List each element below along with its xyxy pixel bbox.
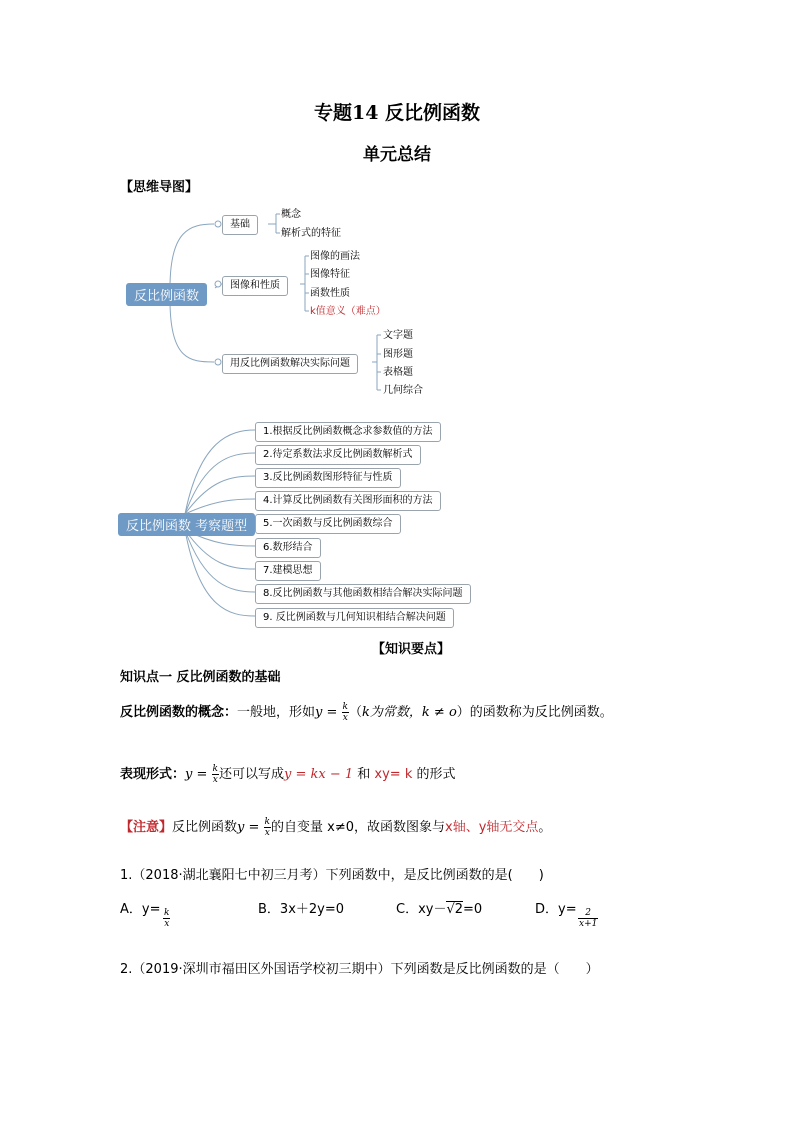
fraction-k-over-x: $\frac{k}{x}$ — [264, 817, 271, 838]
concept-line — [120, 701, 613, 723]
note-red: x轴、y轴无交点 — [445, 820, 539, 835]
concept-text-b: （ — [349, 705, 363, 720]
page-subtitle: 单元总结 — [363, 145, 431, 165]
concept-text-d: ）的函数称为反比例函数。 — [456, 705, 613, 720]
form-label: 表现形式： — [120, 767, 186, 782]
mindmap2-item: 7.建模思想 — [255, 561, 321, 581]
concept-label: 反比例函数的概念： — [120, 705, 238, 720]
mindmap1-branch-basics: 基础 — [222, 215, 258, 235]
fraction-k-over-x: $\frac{k}{x}$ — [212, 764, 218, 785]
mindmap1-leaf: 文字题 — [383, 330, 413, 341]
math-y-eq: y = — [237, 820, 260, 835]
question-2: 2.（2019·深圳市福田区外国语学校初三期中）下列函数是反比例函数的是（ ） — [120, 962, 599, 977]
mindmap1-leaf-highlight: k值意义（难点） — [310, 306, 386, 317]
mindmap1-branch-application: 用反比例函数解决实际问题 — [222, 354, 358, 374]
math-y-eq: y = — [185, 767, 208, 782]
mindmap1-leaf: 函数性质 — [310, 288, 350, 299]
mindmap1-leaf: 图像的画法 — [310, 251, 360, 262]
mindmap1-leaf: 图像特征 — [310, 269, 350, 280]
mindmap1-leaf: 图形题 — [383, 349, 413, 360]
mindmap2-item: 2.待定系数法求反比例函数解析式 — [255, 445, 421, 465]
form-red-1: y = kx − 1 — [284, 767, 354, 782]
mindmap-label: 【思维导图】 — [120, 180, 199, 195]
fraction-k-over-x: $\frac{k}{x}$ — [342, 702, 349, 723]
q1-option-d-fraction: $\frac{2}{x+1}$ — [579, 908, 598, 929]
mindmap1-leaf: 表格题 — [383, 367, 413, 378]
q1-option-b: B．3x＋2y=0 — [258, 902, 345, 917]
mindmap2-item: 9. 反比例函数与几何知识相结合解决问题 — [255, 608, 454, 628]
concept-text-a: 一般地，形如 — [237, 705, 316, 720]
math-y-eq: y = — [315, 705, 338, 720]
note-text-a: 反比例函数 — [172, 820, 238, 835]
form-text-a: 还可以写成 — [219, 767, 285, 782]
mindmap1-root: 反比例函数 — [126, 283, 207, 306]
mindmap1-leaf: 解析式的特征 — [281, 228, 341, 239]
mindmap2-item: 6.数形结合 — [255, 538, 321, 558]
mindmap2-root: 反比例函数 考察题型 — [118, 513, 255, 536]
q1-option-a: A．y= — [120, 902, 161, 917]
mindmap1-leaf: 几何综合 — [383, 385, 423, 396]
form-text-b: 的形式 — [412, 767, 456, 782]
mindmap1-leaf: 概念 — [281, 209, 301, 220]
page-title: 专题14 反比例函数 — [313, 102, 481, 124]
q1-option-c: C．xy－√2=0 — [396, 902, 483, 917]
knowledge-point-1: 知识点一 反比例函数的基础 — [120, 670, 281, 685]
mindmap2-item: 3.反比例函数图形特征与性质 — [255, 468, 401, 488]
form-and: 和 — [353, 767, 375, 782]
mindmap2-item: 4.计算反比例函数有关图形面积的方法 — [255, 491, 441, 511]
q1-option-a-fraction: $\frac{k}{x}$ — [164, 908, 170, 929]
mindmap2-item: 1.根据反比例函数概念求参数值的方法 — [255, 422, 441, 442]
note-label: 【注意】 — [120, 820, 173, 835]
note-text-b: 的自变量 x≠0，故函数图象与 — [271, 820, 446, 835]
sqrt-2: √2 — [446, 902, 464, 917]
concept-text-c: k为常数，k ≠ o — [362, 705, 457, 720]
q1-option-d: D．y= — [535, 902, 577, 917]
knowledge-heading: 【知识要点】 — [372, 642, 451, 657]
note-text-c: 。 — [538, 820, 552, 835]
form-red-2: xy= k — [374, 767, 413, 782]
note-line — [120, 816, 551, 838]
mindmap1-branch-graph: 图像和性质 — [222, 276, 288, 296]
form-line — [120, 763, 456, 785]
mindmap2-item: 5.一次函数与反比例函数综合 — [255, 514, 401, 534]
question-1: 1.（2018·湖北襄阳七中初三月考）下列函数中，是反比例函数的是( ) — [120, 868, 544, 883]
mindmap2-item: 8.反比例函数与其他函数相结合解决实际问题 — [255, 584, 471, 604]
